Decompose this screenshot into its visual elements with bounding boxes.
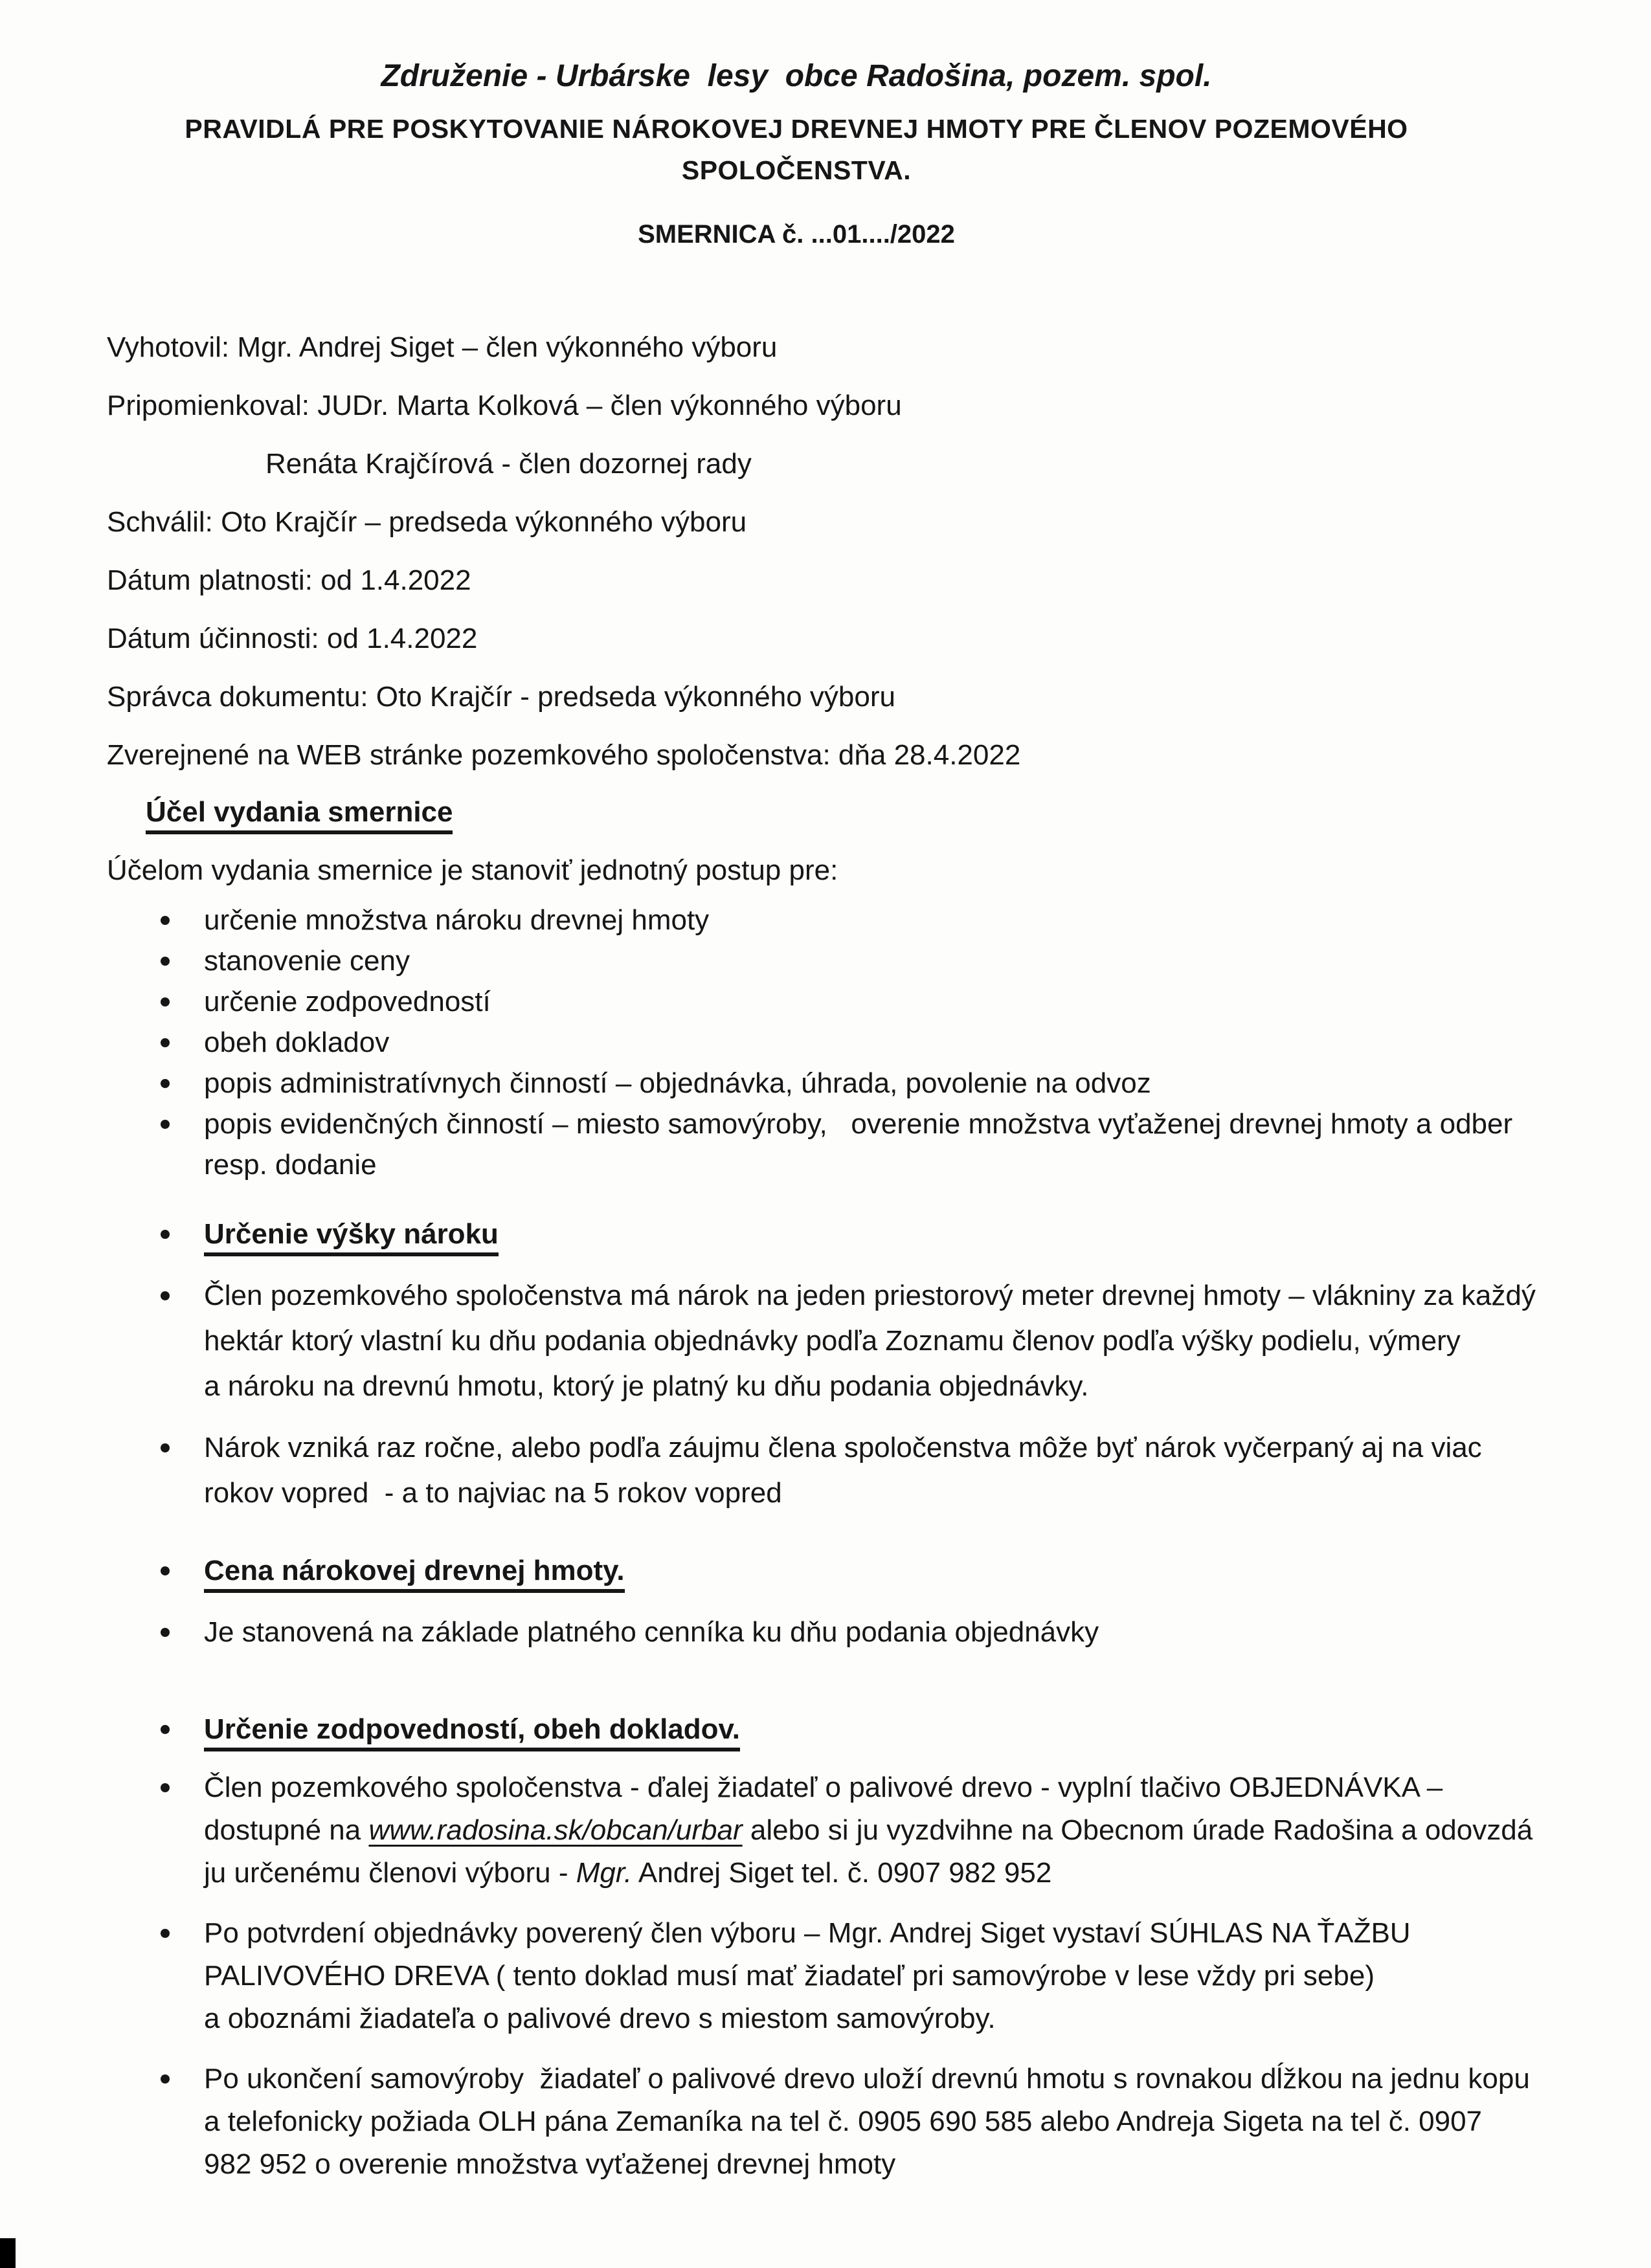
responsibilities-paragraph-line: 982 952 o overenie množstva vyťaženej drevnej hmoty	[204, 2148, 896, 2180]
link-suffix-text: alebo si ju vyzdvihne na Obecnom úrade Radošina a odovzdá	[742, 1814, 1533, 1846]
meta-line-admin: Správca dokumentu: Oto Krajčír - predseda výkonného výboru	[107, 681, 895, 713]
mgr-title-text: Mgr.	[576, 1857, 633, 1889]
responsibilities-paragraph-line	[204, 1813, 1533, 1848]
link-prefix-text: dostupné na	[204, 1814, 369, 1846]
meta-line-validity: Dátum platnosti: od 1.4.2022	[107, 564, 471, 596]
responsibilities-heading-text: Určenie zodpovedností, obeh dokladov.	[204, 1713, 740, 1751]
price-heading-text: Cena nárokovej drevnej hmoty.	[204, 1555, 625, 1593]
purpose-heading	[146, 795, 453, 830]
meta-line-published: Zverejnené na WEB stránke pozemkového spoločenstva: dňa 28.4.2022	[107, 739, 1021, 771]
responsibilities-paragraph-line: Po ukončení samovýroby žiadateľ o palivové drevo uloží drevnú hmotu s rovnakou dĺžkou na jednu kopu	[204, 2062, 1530, 2096]
purpose-list-item: určenie zodpovedností	[204, 984, 491, 1019]
meta-line-reviewer2: Renáta Krajčírová - člen dozornej rady	[265, 448, 752, 480]
document-heading-line1: PRAVIDLÁ PRE POSKYTOVANIE NÁROKOVEJ DREVNEJ HMOTY PRE ČLENOV POZEMOVÉHO	[185, 114, 1408, 144]
contact-prefix-text: ju určenému členovi výboru -	[204, 1857, 576, 1889]
purpose-list-item: popis administratívnych činností – objednávka, úhrada, povolenie na odvoz	[204, 1066, 1151, 1101]
entitlement-paragraph-line: rokov vopred - a to najviac na 5 rokov vopred	[204, 1477, 782, 1509]
purpose-list-item: obeh dokladov	[204, 1025, 389, 1060]
purpose-list-item-continuation: resp. dodanie	[204, 1149, 377, 1181]
meta-line-reviewer: Pripomienkoval: JUDr. Marta Kolková – člen výkonného výboru	[107, 390, 902, 421]
directive-number: SMERNICA č. ...01..../2022	[638, 220, 955, 249]
meta-line-approver: Schválil: Oto Krajčír – predseda výkonného výboru	[107, 506, 747, 538]
entitlement-heading-text: Určenie výšky nároku	[204, 1218, 499, 1256]
entitlement-paragraph-line: hektár ktorý vlastní ku dňu podania objednávky podľa Zoznamu členov podľa výšky podielu, výmery	[204, 1325, 1461, 1357]
radosina-url-link[interactable]: www.radosina.sk/obcan/urbar	[368, 1814, 743, 1846]
responsibilities-paragraph-line: a telefonicky požiada OLH pána Zemaníka na tel č. 0905 690 585 alebo Andreja Sigeta na tel č. 0907	[204, 2106, 1483, 2137]
document-title: Združenie - Urbárske lesy obce Radošina, pozem. spol.	[381, 59, 1212, 93]
entitlement-paragraph-line: Nárok vzniká raz ročne, alebo podľa záujmu člena spoločenstva môže byť nárok vyčerpaný aj na viac	[204, 1430, 1482, 1465]
entitlement-paragraph-line: a nároku na drevnú hmotu, ktorý je platný ku dňu podania objednávky.	[204, 1370, 1089, 1402]
meta-line-effective: Dátum účinnosti: od 1.4.2022	[107, 623, 478, 654]
responsibilities-paragraph-line: a oboznámi žiadateľa o palivové drevo s miestom samovýroby.	[204, 2003, 996, 2034]
price-paragraph-line: Je stanovená na základe platného cenníka ku dňu podania objednávky	[204, 1615, 1099, 1650]
meta-line-author: Vyhotovil: Mgr. Andrej Siget – člen výkonného výboru	[107, 331, 778, 363]
responsibilities-paragraph-line	[204, 1856, 1051, 1891]
purpose-list-item: popis evidenčných činností – miesto samovýroby, overenie množstva vyťaženej drevnej hmoty a odber	[204, 1107, 1512, 1142]
responsibilities-paragraph-line: PALIVOVÉHO DREVA ( tento doklad musí mať žiadateľ pri samovýrobe v lese vždy pri sebe)	[204, 1960, 1375, 1992]
contact-suffix-text: Andrej Siget tel. č. 0907 982 952	[632, 1857, 1052, 1889]
purpose-heading-text: Účel vydania smernice	[146, 796, 453, 834]
entitlement-paragraph-line: Člen pozemkového spoločenstva má nárok na jeden priestorový meter drevnej hmoty – vlákniny za každý	[204, 1278, 1536, 1313]
responsibilities-paragraph-line: Člen pozemkového spoločenstva - ďalej žiadateľ o palivové drevo - vyplní tlačivo OBJEDNÁVKA –	[204, 1770, 1443, 1805]
purpose-list-item: určenie množstva nároku drevnej hmoty	[204, 903, 709, 938]
document-heading-line2: SPOLOČENSTVA.	[681, 155, 912, 185]
purpose-intro: Účelom vydania smernice je stanoviť jednotný postup pre:	[107, 854, 838, 886]
purpose-list-item: stanovenie ceny	[204, 944, 410, 979]
scan-artifact-mark	[0, 2238, 16, 2268]
price-heading	[204, 1553, 625, 1588]
responsibilities-heading	[204, 1712, 740, 1747]
responsibilities-paragraph-line: Po potvrdení objednávky poverený člen výboru – Mgr. Andrej Siget vystaví SÚHLAS NA ŤAŽBU	[204, 1916, 1411, 1951]
entitlement-heading	[204, 1217, 499, 1252]
